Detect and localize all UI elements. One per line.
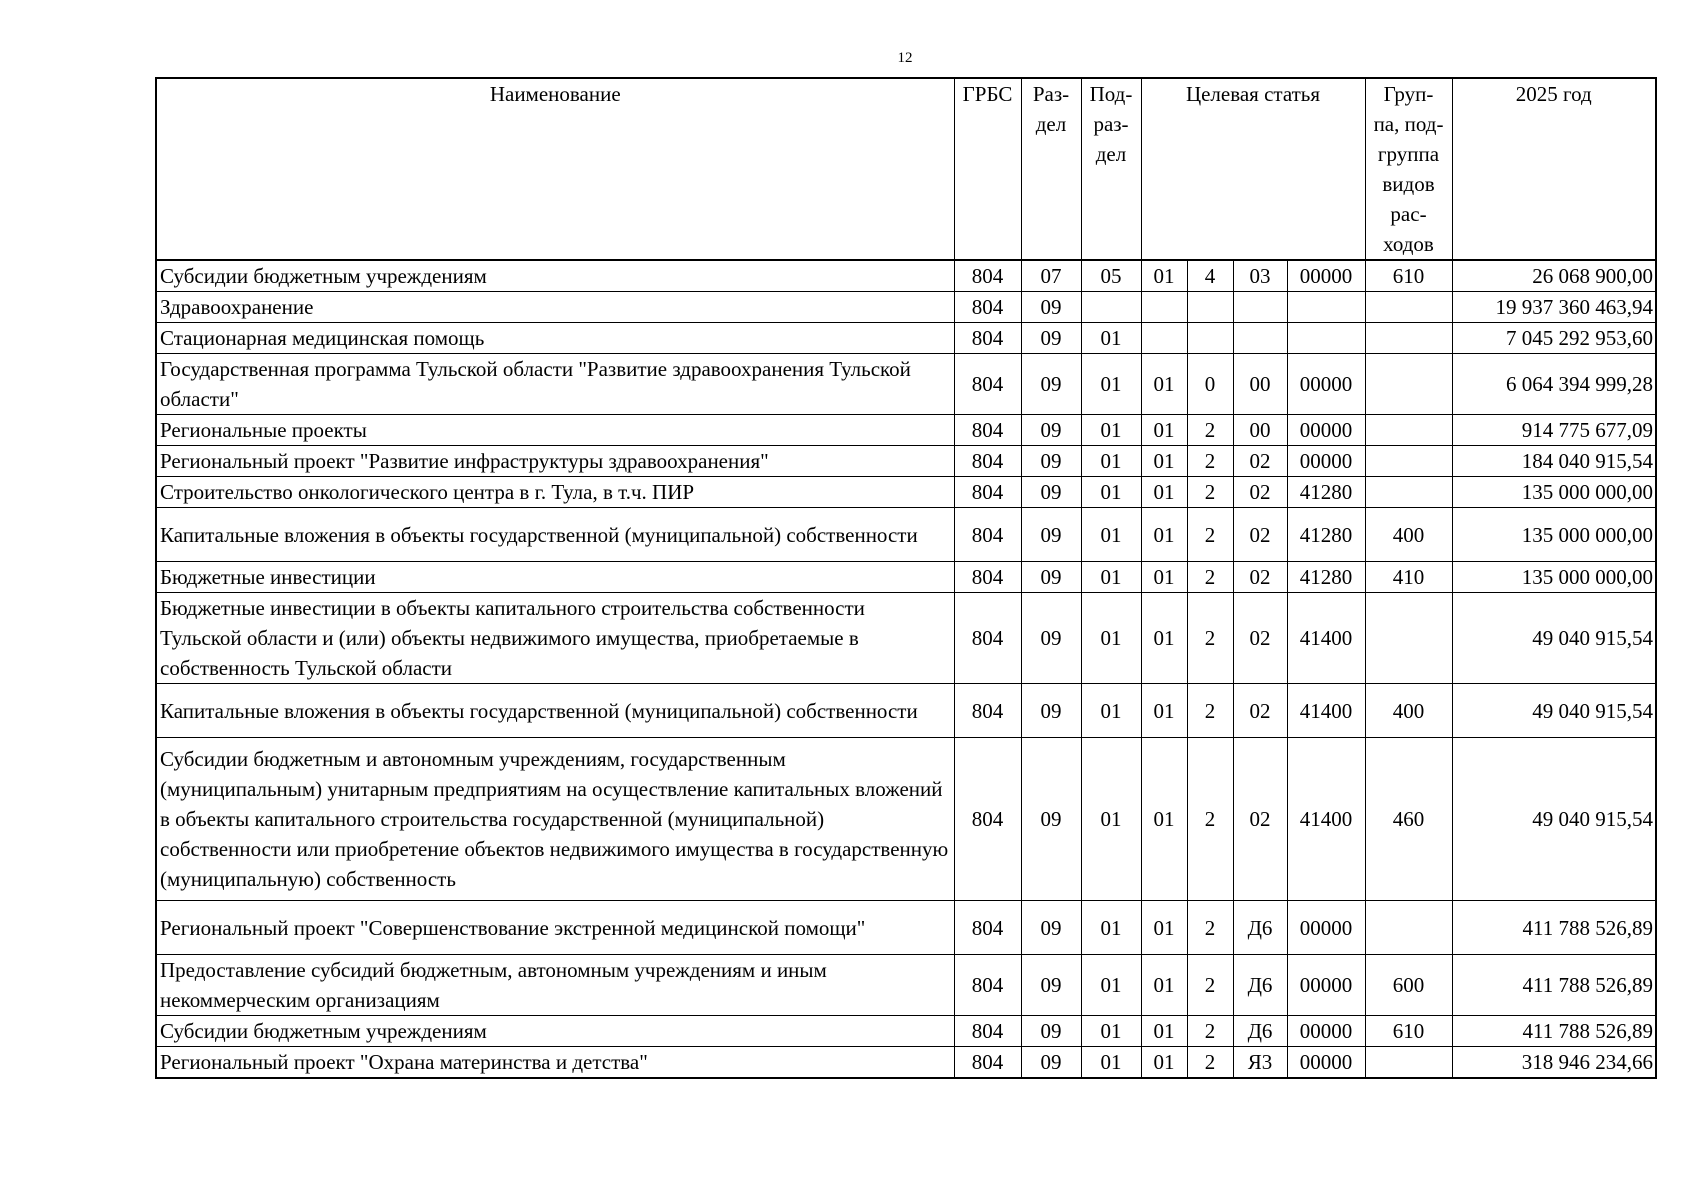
cell-expense-group [1365,901,1452,955]
cell-target-program: 01 [1141,508,1187,562]
cell-expense-group: 410 [1365,562,1452,593]
cell-podrazdel: 01 [1081,1016,1141,1047]
cell-target-direction: Я3 [1233,1047,1287,1079]
page-number: 12 [897,50,913,66]
cell-target-program: 01 [1141,1016,1187,1047]
cell-grbs: 804 [954,955,1021,1016]
cell-target-type: 2 [1187,562,1233,593]
cell-target-direction: 00 [1233,354,1287,415]
cell-expense-group: 400 [1365,684,1452,738]
cell-podrazdel: 01 [1081,684,1141,738]
cell-razdel: 09 [1021,477,1081,508]
cell-name: Субсидии бюджетным учреждениям [156,1016,954,1047]
cell-target-code: 41400 [1287,684,1365,738]
cell-expense-group [1365,292,1452,323]
cell-expense-group [1365,323,1452,354]
cell-podrazdel: 01 [1081,901,1141,955]
cell-target-direction: Д6 [1233,955,1287,1016]
cell-name: Государственная программа Тульской области "Развитие здравоохранения Тульской области" [156,354,954,415]
cell-target-type: 2 [1187,1047,1233,1079]
cell-name: Региональный проект "Развитие инфраструктуры здравоохранения" [156,446,954,477]
table-row [156,260,1656,292]
cell-target-program: 01 [1141,593,1187,684]
table-row [156,901,1656,955]
cell-expense-group [1365,354,1452,415]
cell-expense-group [1365,593,1452,684]
cell-target-type: 0 [1187,354,1233,415]
cell-target-type [1187,292,1233,323]
cell-target-program: 01 [1141,446,1187,477]
cell-target-code: 41280 [1287,477,1365,508]
cell-amount: 411 788 526,89 [1452,901,1656,955]
cell-razdel: 09 [1021,593,1081,684]
table-row [156,508,1656,562]
header-name: Наименование [156,78,954,260]
cell-target-direction: Д6 [1233,901,1287,955]
cell-amount: 184 040 915,54 [1452,446,1656,477]
cell-amount: 135 000 000,00 [1452,562,1656,593]
cell-target-type: 2 [1187,955,1233,1016]
cell-target-code [1287,323,1365,354]
cell-target-program: 01 [1141,415,1187,446]
cell-name: Предоставление субсидий бюджетным, автономным учреждениям и иным некоммерческим организациям [156,955,954,1016]
cell-amount: 135 000 000,00 [1452,508,1656,562]
cell-razdel: 09 [1021,446,1081,477]
cell-razdel: 07 [1021,260,1081,292]
cell-podrazdel: 01 [1081,562,1141,593]
cell-target-program: 01 [1141,955,1187,1016]
cell-podrazdel: 01 [1081,415,1141,446]
cell-target-code: 00000 [1287,955,1365,1016]
cell-grbs: 804 [954,354,1021,415]
cell-podrazdel: 01 [1081,955,1141,1016]
cell-name: Капитальные вложения в объекты государственной (муниципальной) собственности [156,684,954,738]
cell-amount: 7 045 292 953,60 [1452,323,1656,354]
cell-target-direction [1233,292,1287,323]
header-podrazdel: Под- раз- дел [1081,78,1141,260]
cell-razdel: 09 [1021,292,1081,323]
cell-target-program: 01 [1141,738,1187,901]
cell-target-code: 00000 [1287,415,1365,446]
table-row [156,477,1656,508]
cell-razdel: 09 [1021,323,1081,354]
cell-name: Субсидии бюджетным и автономным учреждениям, государственным (муниципальным) унитарным предприятиям на осуществление капитальных вложений в объекты капитального строительства государственной (муниципальной) собственности или приобретение объектов недвижимого имущества в государственную (муниципальную) собственность [156,738,954,901]
cell-razdel: 09 [1021,1016,1081,1047]
cell-target-type: 2 [1187,1016,1233,1047]
header-target: Целевая статья [1141,78,1365,260]
header-razdel: Раз- дел [1021,78,1081,260]
cell-expense-group [1365,446,1452,477]
cell-grbs: 804 [954,415,1021,446]
cell-target-type: 4 [1187,260,1233,292]
cell-podrazdel: 01 [1081,593,1141,684]
cell-name: Здравоохранение [156,292,954,323]
cell-amount: 49 040 915,54 [1452,684,1656,738]
cell-target-program: 01 [1141,901,1187,955]
cell-expense-group [1365,477,1452,508]
cell-target-type: 2 [1187,901,1233,955]
cell-amount: 49 040 915,54 [1452,593,1656,684]
cell-amount: 914 775 677,09 [1452,415,1656,446]
cell-target-code: 41400 [1287,593,1365,684]
cell-grbs: 804 [954,446,1021,477]
cell-target-type: 2 [1187,593,1233,684]
cell-target-code: 00000 [1287,446,1365,477]
cell-target-program [1141,292,1187,323]
cell-target-direction: 02 [1233,593,1287,684]
cell-grbs: 804 [954,684,1021,738]
cell-target-type: 2 [1187,684,1233,738]
cell-amount: 411 788 526,89 [1452,1016,1656,1047]
table-row [156,1016,1656,1047]
cell-podrazdel: 01 [1081,446,1141,477]
cell-podrazdel: 05 [1081,260,1141,292]
cell-target-direction: 00 [1233,415,1287,446]
header-year: 2025 год [1452,78,1656,260]
cell-amount: 135 000 000,00 [1452,477,1656,508]
cell-name: Бюджетные инвестиции в объекты капитального строительства собственности Тульской области и (или) объекты недвижимого имущества, приобретаемые в собственность Тульской области [156,593,954,684]
cell-name: Бюджетные инвестиции [156,562,954,593]
cell-expense-group: 460 [1365,738,1452,901]
cell-razdel: 09 [1021,901,1081,955]
cell-target-program: 01 [1141,260,1187,292]
cell-target-code: 00000 [1287,260,1365,292]
cell-name: Региональный проект "Охрана материнства и детства" [156,1047,954,1079]
cell-razdel: 09 [1021,415,1081,446]
cell-target-code [1287,292,1365,323]
cell-target-code: 00000 [1287,354,1365,415]
cell-name: Стационарная медицинская помощь [156,323,954,354]
cell-razdel: 09 [1021,354,1081,415]
header-grbs: ГРБС [954,78,1021,260]
cell-target-direction [1233,323,1287,354]
cell-target-direction: 02 [1233,446,1287,477]
cell-target-direction: 02 [1233,508,1287,562]
table-row [156,323,1656,354]
cell-expense-group [1365,1047,1452,1079]
cell-grbs: 804 [954,562,1021,593]
cell-target-type: 2 [1187,415,1233,446]
cell-amount: 19 937 360 463,94 [1452,292,1656,323]
cell-expense-group: 600 [1365,955,1452,1016]
cell-grbs: 804 [954,738,1021,901]
cell-amount: 318 946 234,66 [1452,1047,1656,1079]
cell-podrazdel: 01 [1081,738,1141,901]
cell-name: Региональные проекты [156,415,954,446]
cell-podrazdel: 01 [1081,323,1141,354]
header-row [156,78,1656,260]
cell-grbs: 804 [954,323,1021,354]
cell-name: Строительство онкологического центра в г. Тула, в т.ч. ПИР [156,477,954,508]
cell-grbs: 804 [954,260,1021,292]
cell-target-program: 01 [1141,477,1187,508]
cell-name: Региональный проект "Совершенствование экстренной медицинской помощи" [156,901,954,955]
cell-target-code: 00000 [1287,901,1365,955]
cell-target-program: 01 [1141,354,1187,415]
budget-table [155,77,1657,1079]
cell-name: Капитальные вложения в объекты государственной (муниципальной) собственности [156,508,954,562]
cell-grbs: 804 [954,477,1021,508]
cell-razdel: 09 [1021,955,1081,1016]
cell-target-program: 01 [1141,684,1187,738]
cell-target-code: 00000 [1287,1047,1365,1079]
cell-podrazdel [1081,292,1141,323]
cell-podrazdel: 01 [1081,477,1141,508]
cell-name: Субсидии бюджетным учреждениям [156,260,954,292]
cell-target-program: 01 [1141,562,1187,593]
cell-grbs: 804 [954,593,1021,684]
cell-grbs: 804 [954,292,1021,323]
cell-target-program: 01 [1141,1047,1187,1079]
cell-target-direction: 02 [1233,684,1287,738]
cell-target-program [1141,323,1187,354]
cell-target-type: 2 [1187,508,1233,562]
cell-target-direction: 02 [1233,562,1287,593]
cell-expense-group: 610 [1365,1016,1452,1047]
cell-expense-group: 610 [1365,260,1452,292]
table-row [156,684,1656,738]
cell-podrazdel: 01 [1081,508,1141,562]
table-row [156,415,1656,446]
cell-podrazdel: 01 [1081,1047,1141,1079]
cell-grbs: 804 [954,508,1021,562]
cell-amount: 6 064 394 999,28 [1452,354,1656,415]
cell-razdel: 09 [1021,738,1081,901]
table-row [156,955,1656,1016]
cell-target-direction: 02 [1233,738,1287,901]
cell-target-direction: 02 [1233,477,1287,508]
cell-razdel: 09 [1021,684,1081,738]
cell-amount: 26 068 900,00 [1452,260,1656,292]
cell-amount: 49 040 915,54 [1452,738,1656,901]
cell-target-type [1187,323,1233,354]
table-row [156,1047,1656,1079]
cell-target-direction: 03 [1233,260,1287,292]
header-group: Груп- па, под- группа видов рас- ходов [1365,78,1452,260]
cell-razdel: 09 [1021,562,1081,593]
cell-target-code: 00000 [1287,1016,1365,1047]
cell-expense-group: 400 [1365,508,1452,562]
table-row [156,562,1656,593]
cell-podrazdel: 01 [1081,354,1141,415]
cell-grbs: 804 [954,1047,1021,1079]
cell-razdel: 09 [1021,1047,1081,1079]
cell-expense-group [1365,415,1452,446]
cell-target-type: 2 [1187,477,1233,508]
cell-target-type: 2 [1187,738,1233,901]
table-row [156,446,1656,477]
cell-target-code: 41280 [1287,562,1365,593]
table-row [156,354,1656,415]
cell-target-direction: Д6 [1233,1016,1287,1047]
cell-grbs: 804 [954,1016,1021,1047]
cell-amount: 411 788 526,89 [1452,955,1656,1016]
cell-grbs: 804 [954,901,1021,955]
cell-target-type: 2 [1187,446,1233,477]
cell-target-code: 41280 [1287,508,1365,562]
cell-razdel: 09 [1021,508,1081,562]
table-row [156,593,1656,684]
table-row [156,738,1656,901]
cell-target-code: 41400 [1287,738,1365,901]
table-row [156,292,1656,323]
